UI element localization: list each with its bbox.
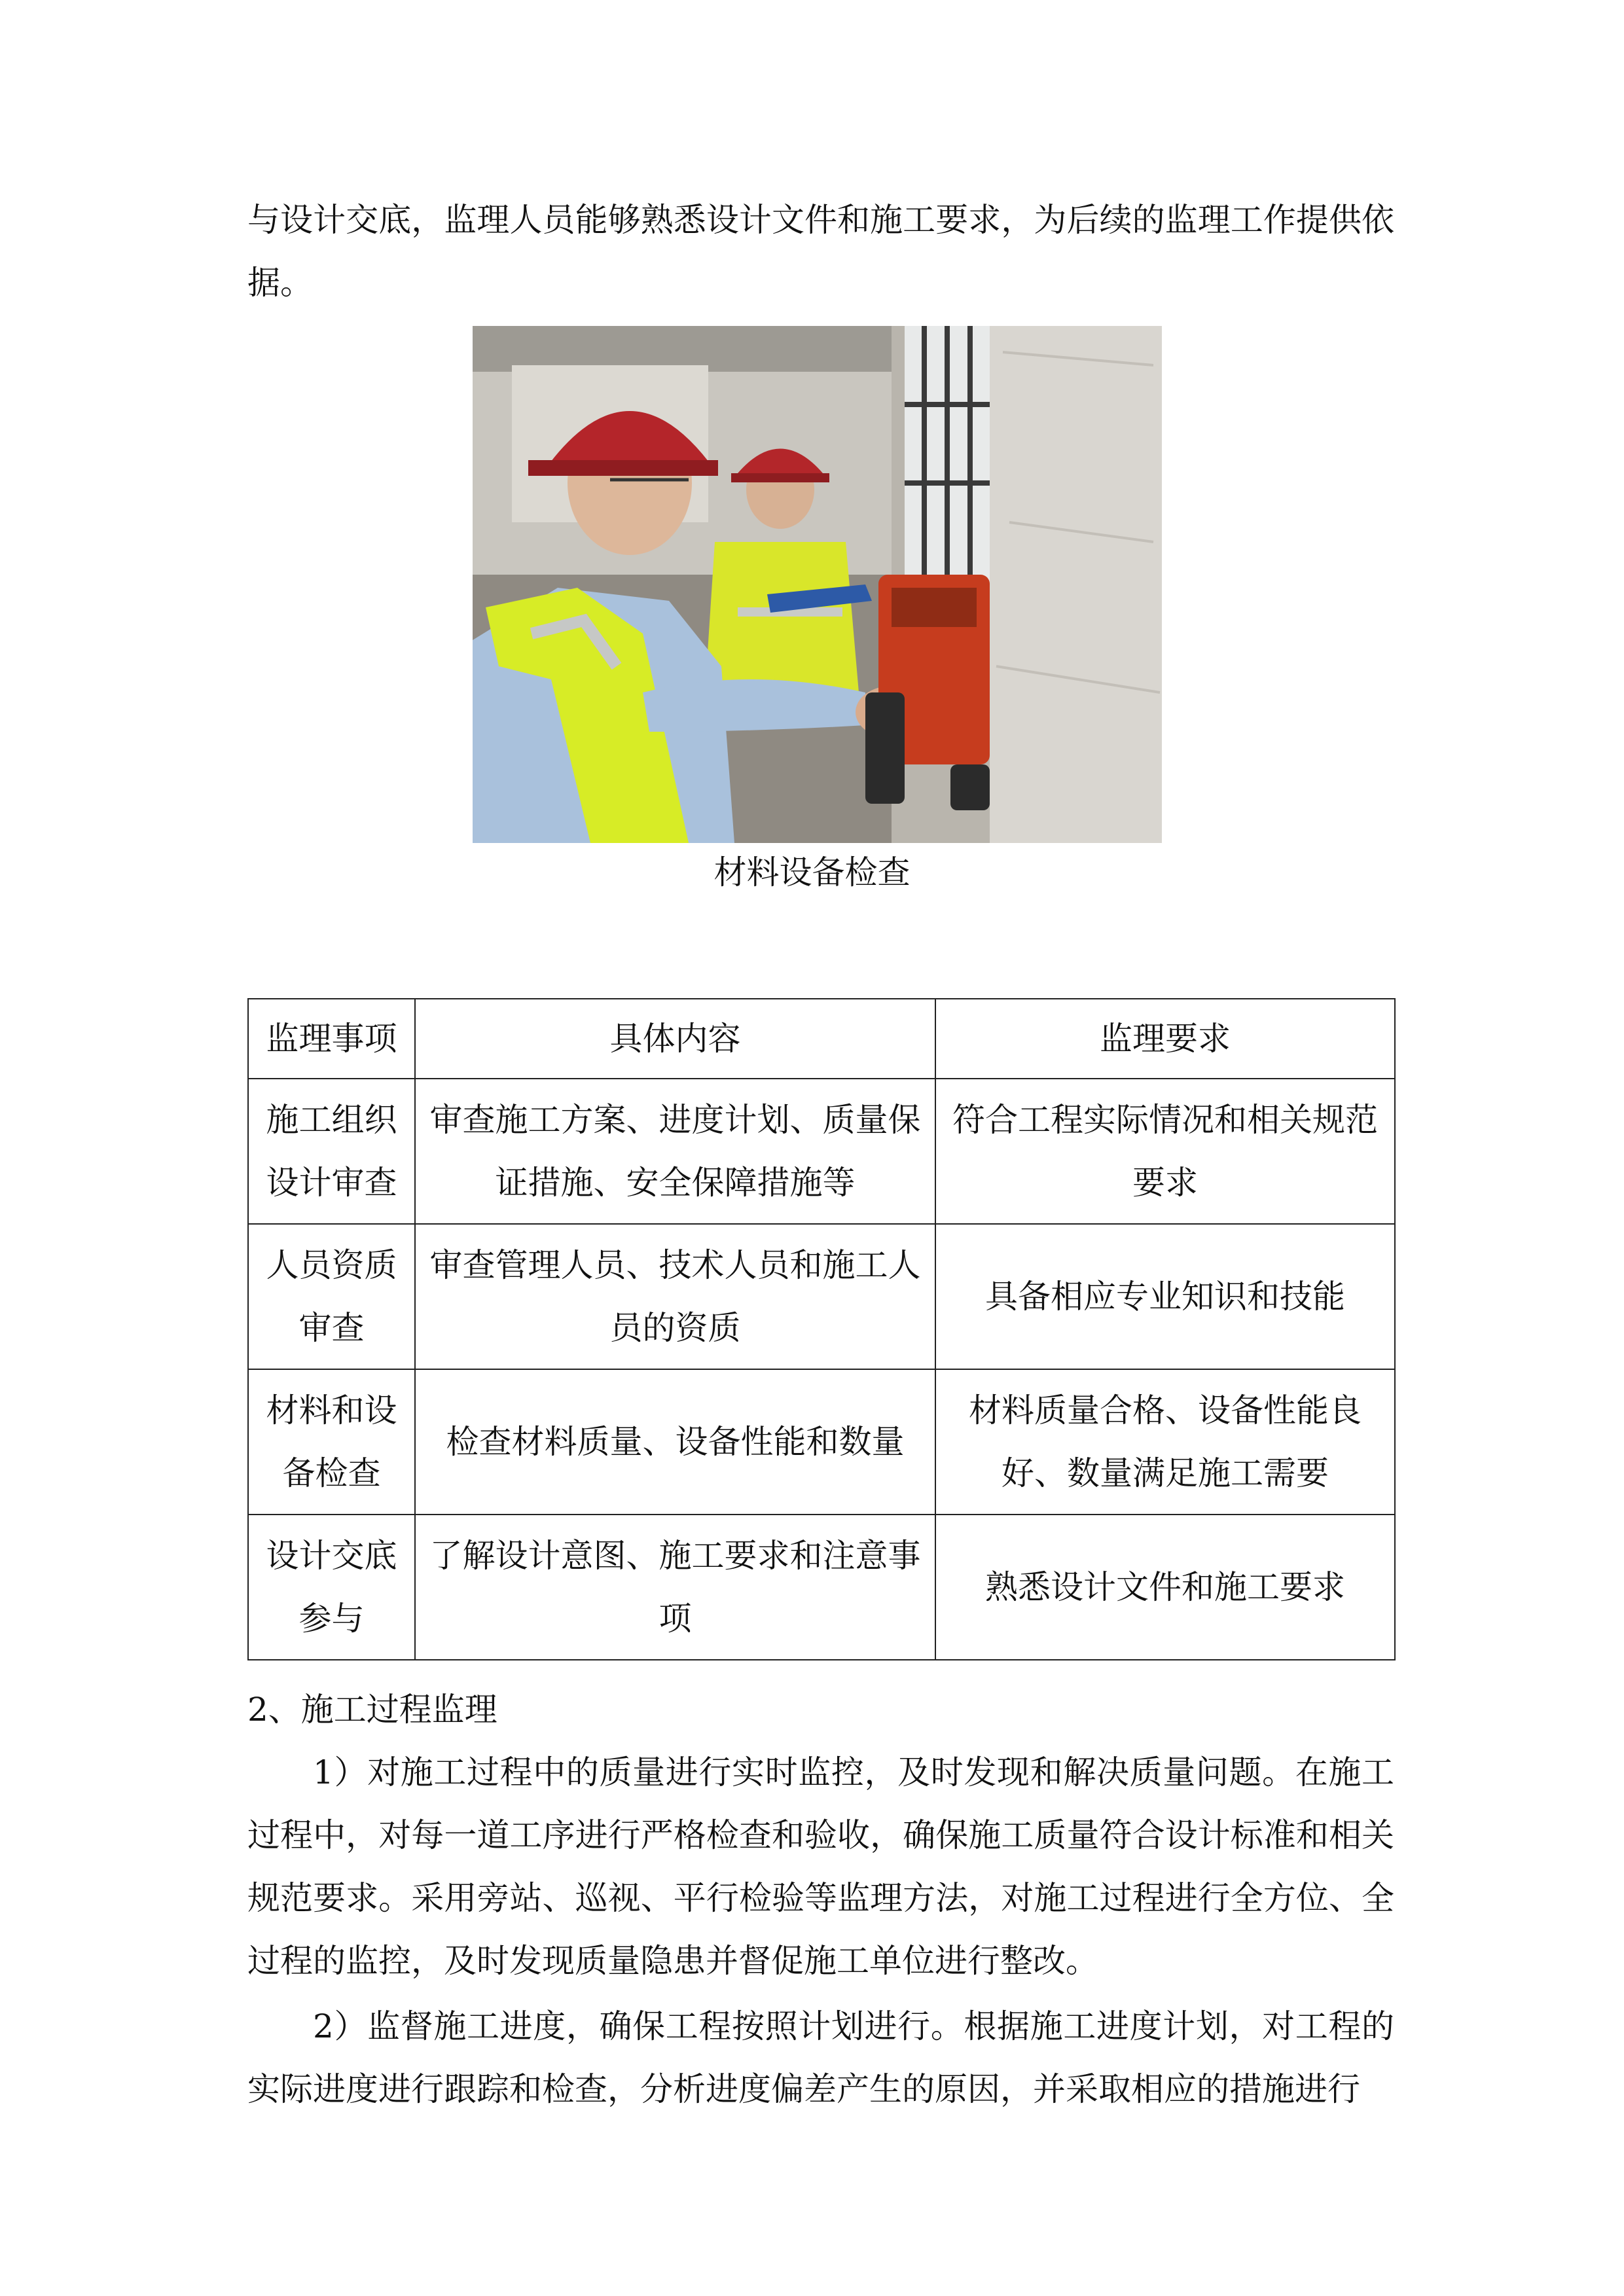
supervision-table — [247, 998, 1396, 1660]
table-header-row — [248, 999, 1395, 1079]
table-cell: 设计交底参与 — [248, 1515, 415, 1660]
table-cell: 熟悉设计文件和施工要求 — [935, 1515, 1395, 1660]
inspection-photo — [473, 326, 1162, 843]
table-row — [248, 1369, 1395, 1515]
table-row — [248, 1079, 1395, 1224]
section-paragraph-2: 2）监督施工进度，确保工程按照计划进行。根据施工进度计划，对工程的实际进度进行跟踪和检查，分析进度偏差产生的原因，并采取相应的措施进行 — [247, 2007, 1394, 2108]
table-cell: 符合工程实际情况和相关规范要求 — [935, 1079, 1395, 1224]
header-cell: 具体内容 — [415, 999, 935, 1079]
section-paragraph-1: 1）对施工过程中的质量进行实时监控，及时发现和解决质量问题。在施工过程中，对每一道工序进行严格检查和验收，确保施工质量符合设计标准和相关规范要求。采用旁站、巡视、平行检验等监理方法，对施工过程进行全方位、全过程的监控，及时发现质量隐患并督促施工单位进行整改。 — [247, 1753, 1394, 1980]
table-cell: 具备相应专业知识和技能 — [935, 1224, 1395, 1369]
table-cell: 施工组织设计审查 — [248, 1079, 415, 1224]
table-cell: 人员资质审查 — [248, 1224, 415, 1369]
table-cell: 检查材料质量、设备性能和数量 — [415, 1369, 935, 1515]
header-cell: 监理要求 — [935, 999, 1395, 1079]
table-cell: 材料质量合格、设备性能良好、数量满足施工需要 — [935, 1369, 1395, 1515]
table-row — [248, 1224, 1395, 1369]
table-cell: 材料和设备检查 — [248, 1369, 415, 1515]
table-cell: 审查管理人员、技术人员和施工人员的资质 — [415, 1224, 935, 1369]
header-cell: 监理事项 — [248, 999, 415, 1079]
table-row — [248, 1515, 1395, 1660]
table-cell: 了解设计意图、施工要求和注意事项 — [415, 1515, 935, 1660]
section-heading: 2、施工过程监理 — [247, 1691, 497, 1729]
intro-paragraph: 与设计交底，监理人员能够熟悉设计文件和施工要求，为后续的监理工作提供依据。 — [247, 201, 1394, 302]
figure-caption: 材料设备检查 — [713, 853, 911, 891]
table-cell: 审查施工方案、进度计划、质量保证措施、安全保障措施等 — [415, 1079, 935, 1224]
